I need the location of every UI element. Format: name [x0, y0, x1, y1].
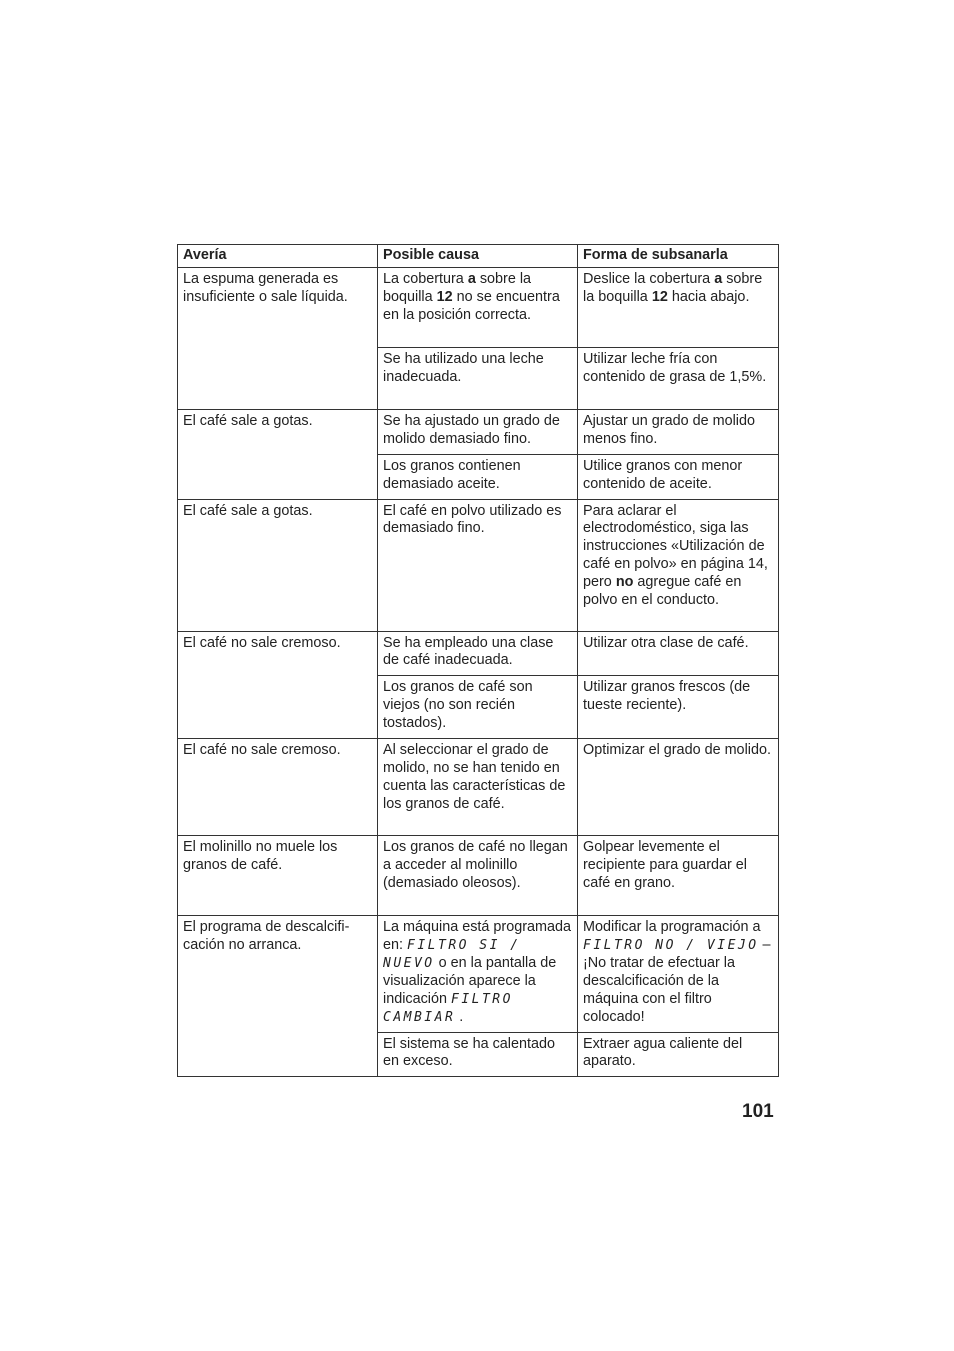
fault-cell: El molinillo no muele los granos de café.: [178, 836, 378, 916]
cause-cell: La cobertura a sobre la boquilla 12 no se encuentra en la posición correcta.: [378, 267, 578, 347]
remedy-cell: Deslice la cobertura a sobre la boquilla 12 hacia abajo.: [578, 267, 779, 347]
remedy-cell: Ajustar un grado de molido menos fino.: [578, 409, 779, 454]
fault-cell: El café no sale cremoso.: [178, 739, 378, 836]
display-text: FILTRO CAMBIAR: [383, 991, 513, 1025]
remedy-cell: Optimizar el grado de molido.: [578, 739, 779, 836]
cause-cell: El café en polvo utilizado es demasiado fino.: [378, 499, 578, 631]
remedy-cell: Utilice granos con menor contenido de aceite.: [578, 454, 779, 499]
fault-cell: El café no sale cremoso.: [178, 631, 378, 739]
display-text: FILTRO NO / VIEJO: [583, 937, 759, 953]
table-row: [178, 916, 779, 1032]
cause-cell: Se ha ajustado un grado de molido demasiado fino.: [378, 409, 578, 454]
table-row: [178, 499, 779, 631]
fault-cell: El café sale a gotas.: [178, 409, 378, 499]
remedy-cell: Utilizar leche fría con contenido de grasa de 1,5%.: [578, 347, 779, 409]
page-number: 101: [742, 1101, 774, 1122]
remedy-cell: Para aclarar el electrodoméstico, siga las instrucciones «Utilización de café en polvo» en página 14, pero no agregue café en polvo en el conducto.: [578, 499, 779, 631]
table-row: [178, 836, 779, 916]
table-header-row: [178, 245, 779, 268]
display-text: FILTRO SI / NUEVO: [383, 937, 521, 971]
fault-cell: La espuma generada es insuficiente o sale líquida.: [178, 267, 378, 409]
cause-cell: Al seleccionar el grado de molido, no se han tenido en cuenta las características de los granos de café.: [378, 739, 578, 836]
fault-cell: El café sale a gotas.: [178, 499, 378, 631]
remedy-cell: Utilizar otra clase de café.: [578, 631, 779, 676]
remedy-cell: Golpear levemente el recipiente para guardar el café en grano.: [578, 836, 779, 916]
table-row: [178, 267, 779, 347]
header-cause: Posible causa: [378, 245, 578, 268]
header-remedy: Forma de subsanarla: [578, 245, 779, 268]
remedy-cell: Extraer agua caliente del aparato.: [578, 1032, 779, 1077]
cause-cell: Los granos de café son viejos (no son recién tostados).: [378, 676, 578, 739]
cause-cell: La máquina está programada en: FILTRO SI / NUEVO o en la pantalla de visualización aparece la indicación FILTRO CAMBIAR .: [378, 916, 578, 1032]
cause-cell: Los granos de café no llegan a acceder al molinillo (demasiado oleosos).: [378, 836, 578, 916]
fault-cell: El programa de descalcifi-cación no arranca.: [178, 916, 378, 1077]
remedy-cell: Modificar la programación a FILTRO NO / VIEJO – ¡No tratar de efectuar la descalcificación de la máquina con el filtro colocado!: [578, 916, 779, 1032]
troubleshooting-table: [177, 244, 779, 1077]
remedy-cell: Utilizar granos frescos (de tueste reciente).: [578, 676, 779, 739]
table-row: [178, 631, 779, 676]
cause-cell: Se ha empleado una clase de café inadecuada.: [378, 631, 578, 676]
cause-cell: Los granos contienen demasiado aceite.: [378, 454, 578, 499]
table-row: [178, 739, 779, 836]
table-row: [178, 409, 779, 454]
cause-cell: El sistema se ha calentado en exceso.: [378, 1032, 578, 1077]
header-fault: Avería: [178, 245, 378, 268]
cause-cell: Se ha utilizado una leche inadecuada.: [378, 347, 578, 409]
